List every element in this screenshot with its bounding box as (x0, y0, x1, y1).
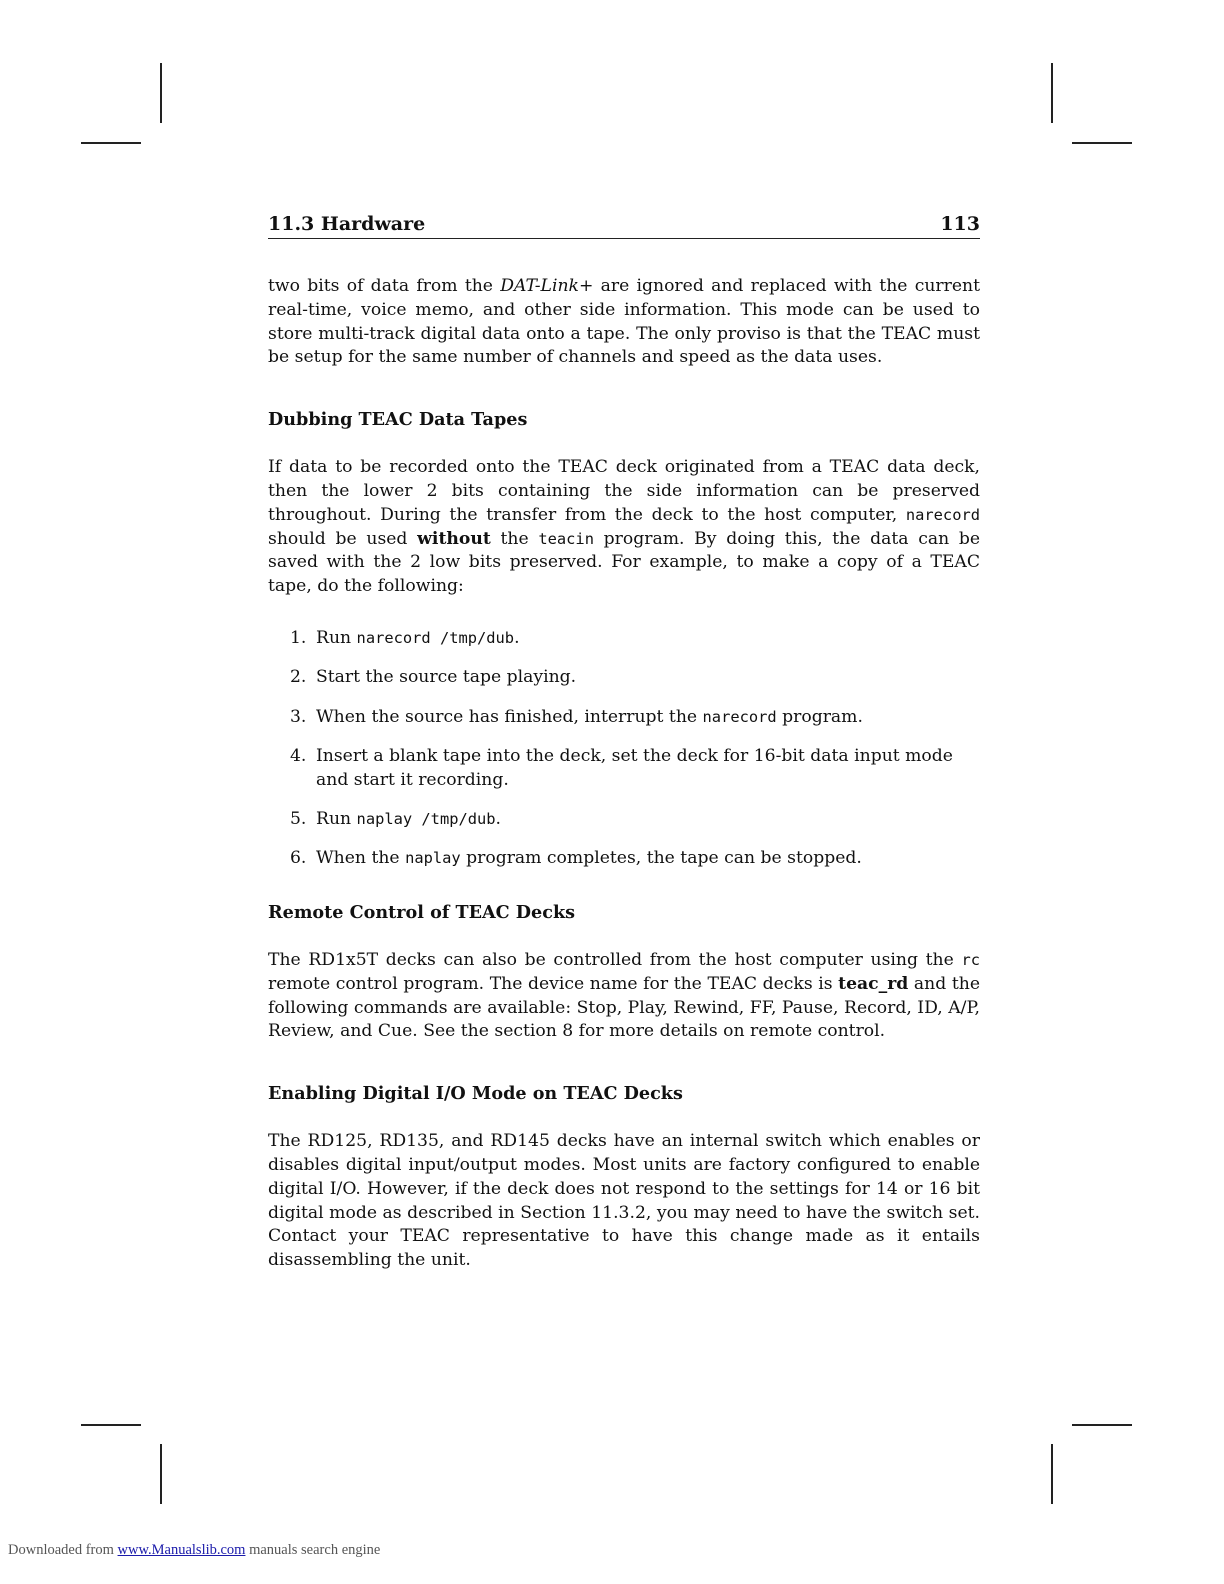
remote-control-paragraph: The RD1x5T decks can also be controlled from the host computer using the rc remote control program. The device name for the TEAC decks is teac_rd and the following commands are available: Stop, Play, Rewind, FF, Pause, Record, ID, A/P, Review, and Cue. See the section 8 for more details on remote control. (268, 950, 980, 1042)
dubbing-steps-list (268, 627, 980, 871)
crop-mark-top-right-horizontal (1072, 142, 1132, 144)
code-narecord: narecord (905, 505, 980, 524)
enabling-digital-io-heading: Enabling Digital I/O Mode on TEAC Decks (268, 1083, 683, 1105)
page-content (268, 275, 980, 1273)
product-name: DAT-Link+ (500, 276, 594, 296)
crop-mark-bottom-left-vertical (160, 1444, 162, 1504)
dubbing-heading: Dubbing TEAC Data Tapes (268, 409, 528, 431)
list-item: 3. When the source has finished, interrupt the narecord program. (290, 706, 863, 727)
intro-paragraph: two bits of data from the DAT-Link+ are ignored and replaced with the current real-time, voice memo, and other side information. This mode can be used to store multi-track digital data onto a tape. The only proviso is that the TEAC must be setup for the same number of channels and speed as the data uses. (268, 276, 980, 368)
remote-control-heading: Remote Control of TEAC Decks (268, 902, 576, 924)
enabling-digital-io-paragraph: The RD125, RD135, and RD145 decks have an internal switch which enables or disables digital input/output modes. Most units are factory configured to enable digital I/O. However, if the deck does not respond to the settings for 14 or 16 bit digital mode as described in Section 11.3.2, you may need to have the switch set. Contact your TEAC representative to have this change made as it entails disassembling the unit. (268, 1131, 980, 1271)
crop-mark-top-right-vertical (1051, 63, 1053, 123)
list-item: 2. Start the source tape playing. (290, 667, 577, 688)
list-item: 1. Run narecord /tmp/dub. (290, 627, 520, 648)
device-name-teac-rd: teac_rd (838, 973, 909, 994)
code-rc: rc (961, 951, 980, 970)
section-title: 11.3 Hardware (268, 213, 426, 235)
crop-mark-top-left-horizontal (81, 142, 141, 144)
running-header (268, 212, 980, 239)
code-teacin: teacin (538, 529, 594, 548)
crop-mark-bottom-left-horizontal (81, 1424, 141, 1426)
list-item: 6. When the naplay program completes, the tape can be stopped. (290, 848, 862, 869)
crop-mark-bottom-right-vertical (1051, 1444, 1053, 1504)
manualslib-link[interactable]: www.Manualslib.com (117, 1542, 246, 1558)
crop-mark-bottom-right-horizontal (1072, 1424, 1132, 1426)
list-item: 4. Insert a blank tape into the deck, set the deck for 16-bit data input mode and start it recording. (290, 745, 953, 790)
list-item: 5. Run naplay /tmp/dub. (290, 808, 502, 829)
page-number: 113 (940, 213, 980, 235)
emphasis-without: without (417, 528, 491, 549)
download-footer: Downloaded from www.Manualslib.com manuals search engine (8, 1542, 381, 1558)
crop-mark-top-left-vertical (160, 63, 162, 123)
dubbing-paragraph: If data to be recorded onto the TEAC deck originated from a TEAC data deck, then the lower 2 bits containing the side information can be preserved throughout. During the transfer from the deck to the host computer, narecord should be used without the teacin program. By doing this, the data can be saved with the 2 low bits preserved. For example, to make a copy of a TEAC tape, do the following: (268, 457, 981, 597)
